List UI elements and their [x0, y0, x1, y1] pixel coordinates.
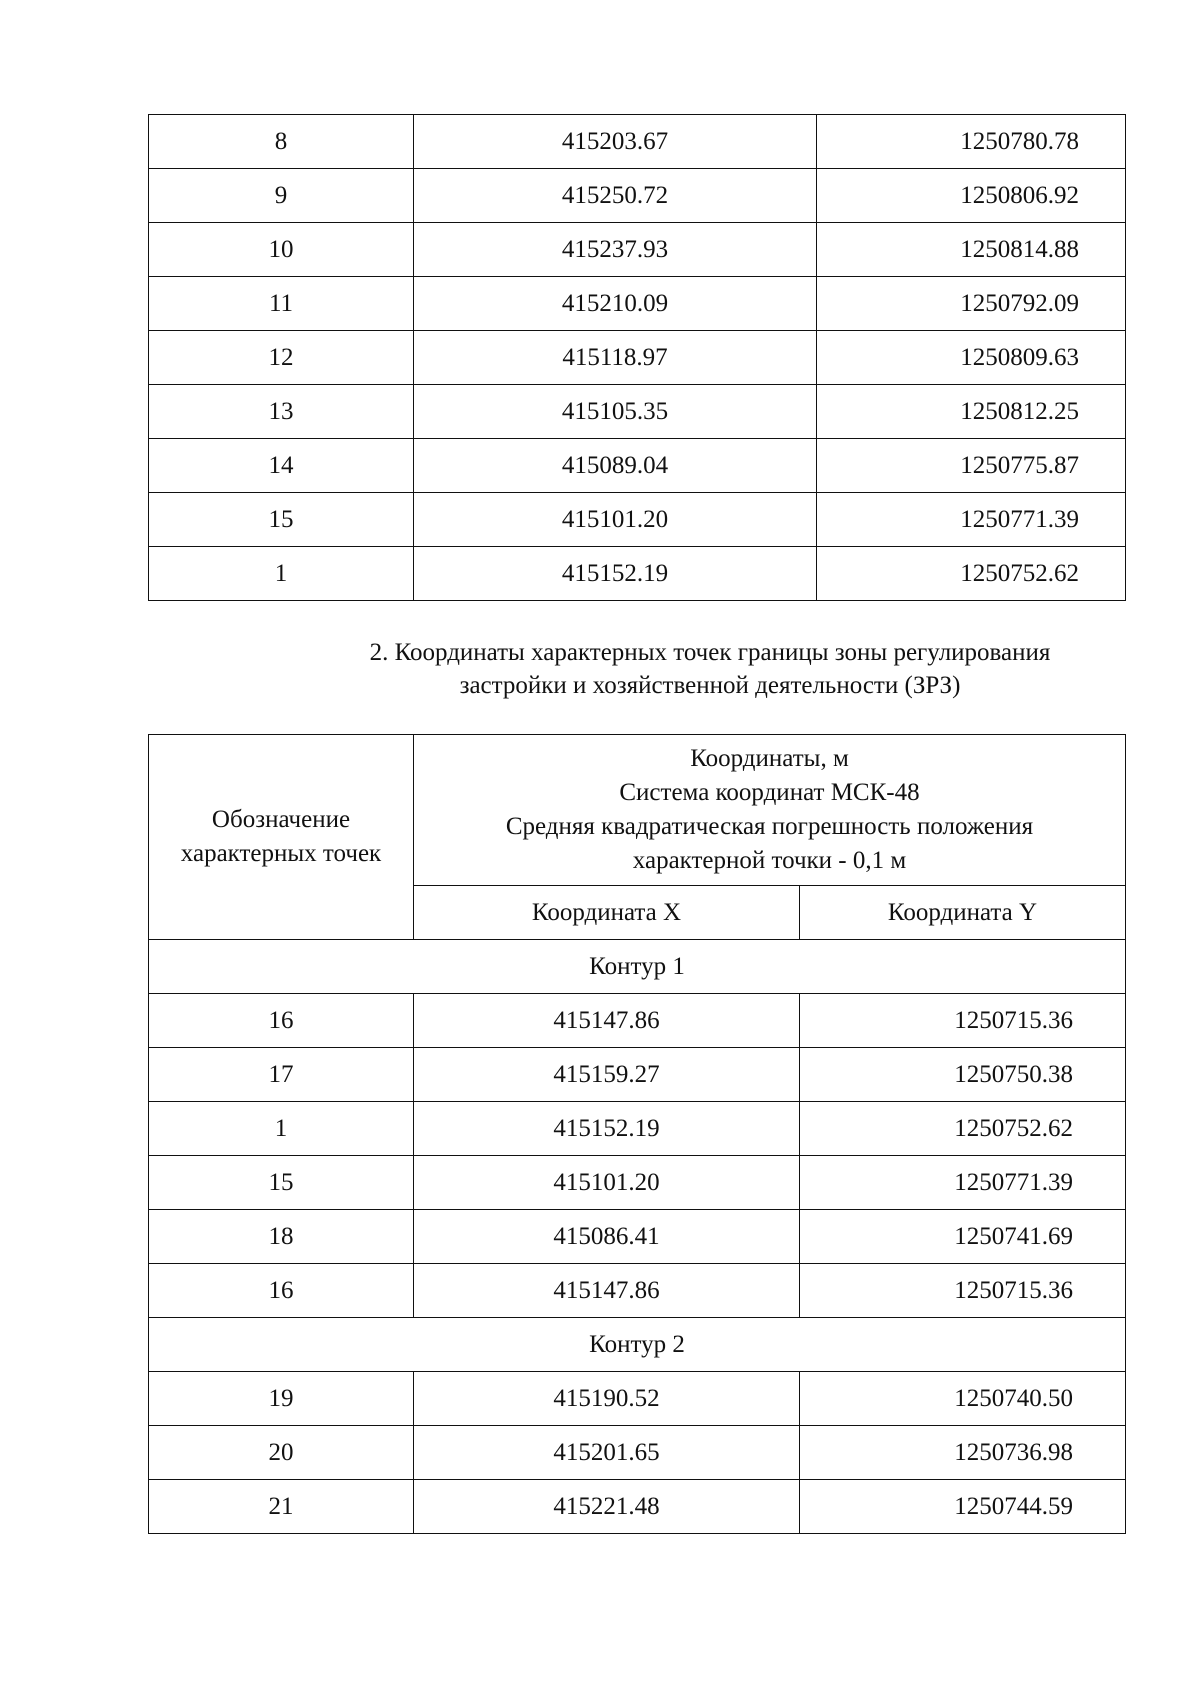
coordinate-y-cell: 1250736.98	[800, 1426, 1126, 1480]
coordinate-x-cell: 415118.97	[414, 331, 817, 385]
point-number-cell: 21	[149, 1480, 414, 1534]
coordinate-x-cell: 415201.65	[414, 1426, 800, 1480]
coordinate-y-cell: 1250809.63	[817, 331, 1126, 385]
coordinate-x-cell: 415089.04	[414, 439, 817, 493]
coordinate-x-header: Координата X	[414, 886, 800, 940]
zrz-coordinates-table	[148, 734, 1126, 1534]
coordinate-x-cell: 415147.86	[414, 994, 800, 1048]
section-heading	[260, 636, 1160, 702]
coordinate-y-cell: 1250740.50	[800, 1372, 1126, 1426]
table-row	[149, 223, 1126, 277]
point-designation-header-line-1: Обозначение	[211, 806, 351, 833]
table-row	[149, 277, 1126, 331]
table-row	[149, 1426, 1126, 1480]
point-number-cell: 10	[149, 223, 414, 277]
coordinate-y-cell: 1250771.39	[800, 1156, 1126, 1210]
point-number-cell: 9	[149, 169, 414, 223]
table-row	[149, 439, 1126, 493]
point-number-cell: 13	[149, 385, 414, 439]
point-number-cell: 1	[149, 1102, 414, 1156]
coordinate-y-cell: 1250715.36	[800, 994, 1126, 1048]
coordinate-x-cell: 415101.20	[414, 1156, 800, 1210]
coordinate-y-cell: 1250806.92	[817, 169, 1126, 223]
coordinate-x-cell: 415250.72	[414, 169, 817, 223]
point-designation-header-line-2: характерных точек	[180, 840, 382, 867]
contour-1-row	[149, 940, 1126, 994]
table-row	[149, 169, 1126, 223]
point-number-cell: 15	[149, 1156, 414, 1210]
coordinate-y-cell: 1250775.87	[817, 439, 1126, 493]
section-heading-line-1: 2. Координаты характерных точек границы зоны регулирования	[369, 639, 1051, 666]
coordinate-y-cell: 1250752.62	[800, 1102, 1126, 1156]
point-number-cell: 18	[149, 1210, 414, 1264]
table-row	[149, 1210, 1126, 1264]
coordinate-x-cell: 415152.19	[414, 1102, 800, 1156]
table-row	[149, 547, 1126, 601]
coordinate-x-cell: 415159.27	[414, 1048, 800, 1102]
coordinate-x-cell: 415190.52	[414, 1372, 800, 1426]
coordinate-x-cell: 415221.48	[414, 1480, 800, 1534]
coordinate-y-cell: 1250812.25	[817, 385, 1126, 439]
point-number-cell: 20	[149, 1426, 414, 1480]
coordinate-x-cell: 415086.41	[414, 1210, 800, 1264]
coordinate-x-cell: 415105.35	[414, 385, 817, 439]
coordinates-header-line-2: Система координат МСК-48	[619, 779, 920, 806]
point-number-cell: 19	[149, 1372, 414, 1426]
coordinate-x-cell: 415237.93	[414, 223, 817, 277]
table-header-row	[149, 735, 1126, 886]
coordinate-y-cell: 1250750.38	[800, 1048, 1126, 1102]
coordinate-y-cell: 1250814.88	[817, 223, 1126, 277]
table-row	[149, 385, 1126, 439]
point-number-cell: 16	[149, 1264, 414, 1318]
table-row	[149, 1264, 1126, 1318]
coordinate-y-cell: 1250792.09	[817, 277, 1126, 331]
coordinate-x-cell: 415152.19	[414, 547, 817, 601]
contour-1-label: Контур 1	[149, 940, 1126, 994]
point-number-cell: 11	[149, 277, 414, 331]
coordinate-x-cell: 415210.09	[414, 277, 817, 331]
coordinate-x-cell: 415101.20	[414, 493, 817, 547]
table-row	[149, 994, 1126, 1048]
contour-2-row	[149, 1318, 1126, 1372]
coordinate-y-cell: 1250771.39	[817, 493, 1126, 547]
table-row	[149, 1372, 1126, 1426]
table-row	[149, 1480, 1126, 1534]
point-number-cell: 15	[149, 493, 414, 547]
table-row	[149, 115, 1126, 169]
table-row	[149, 1102, 1126, 1156]
coordinates-header-line-1: Координаты, м	[690, 745, 849, 772]
coordinate-y-cell: 1250715.36	[800, 1264, 1126, 1318]
point-number-cell: 17	[149, 1048, 414, 1102]
coordinate-y-cell: 1250744.59	[800, 1480, 1126, 1534]
coordinate-y-cell: 1250741.69	[800, 1210, 1126, 1264]
point-number-cell: 8	[149, 115, 414, 169]
section-heading-line-2: застройки и хозяйственной деятельности (ЗРЗ)	[459, 672, 961, 699]
coordinates-header-line-3: Средняя квадратическая погрешность положения	[505, 813, 1034, 840]
coordinate-x-cell: 415203.67	[414, 115, 817, 169]
coordinate-y-cell: 1250752.62	[817, 547, 1126, 601]
contour-2-label: Контур 2	[149, 1318, 1126, 1372]
point-number-cell: 1	[149, 547, 414, 601]
coordinates-header	[414, 735, 1126, 886]
coordinate-y-cell: 1250780.78	[817, 115, 1126, 169]
table-row	[149, 1048, 1126, 1102]
coordinates-header-line-4: характерной точки - 0,1 м	[632, 847, 907, 874]
table-row	[149, 1156, 1126, 1210]
point-designation-header	[149, 735, 414, 940]
point-number-cell: 14	[149, 439, 414, 493]
point-number-cell: 16	[149, 994, 414, 1048]
point-number-cell: 12	[149, 331, 414, 385]
coordinate-x-cell: 415147.86	[414, 1264, 800, 1318]
table-row	[149, 493, 1126, 547]
coordinate-y-header: Координата Y	[800, 886, 1126, 940]
table-row	[149, 331, 1126, 385]
coordinates-table-continued	[148, 114, 1126, 601]
